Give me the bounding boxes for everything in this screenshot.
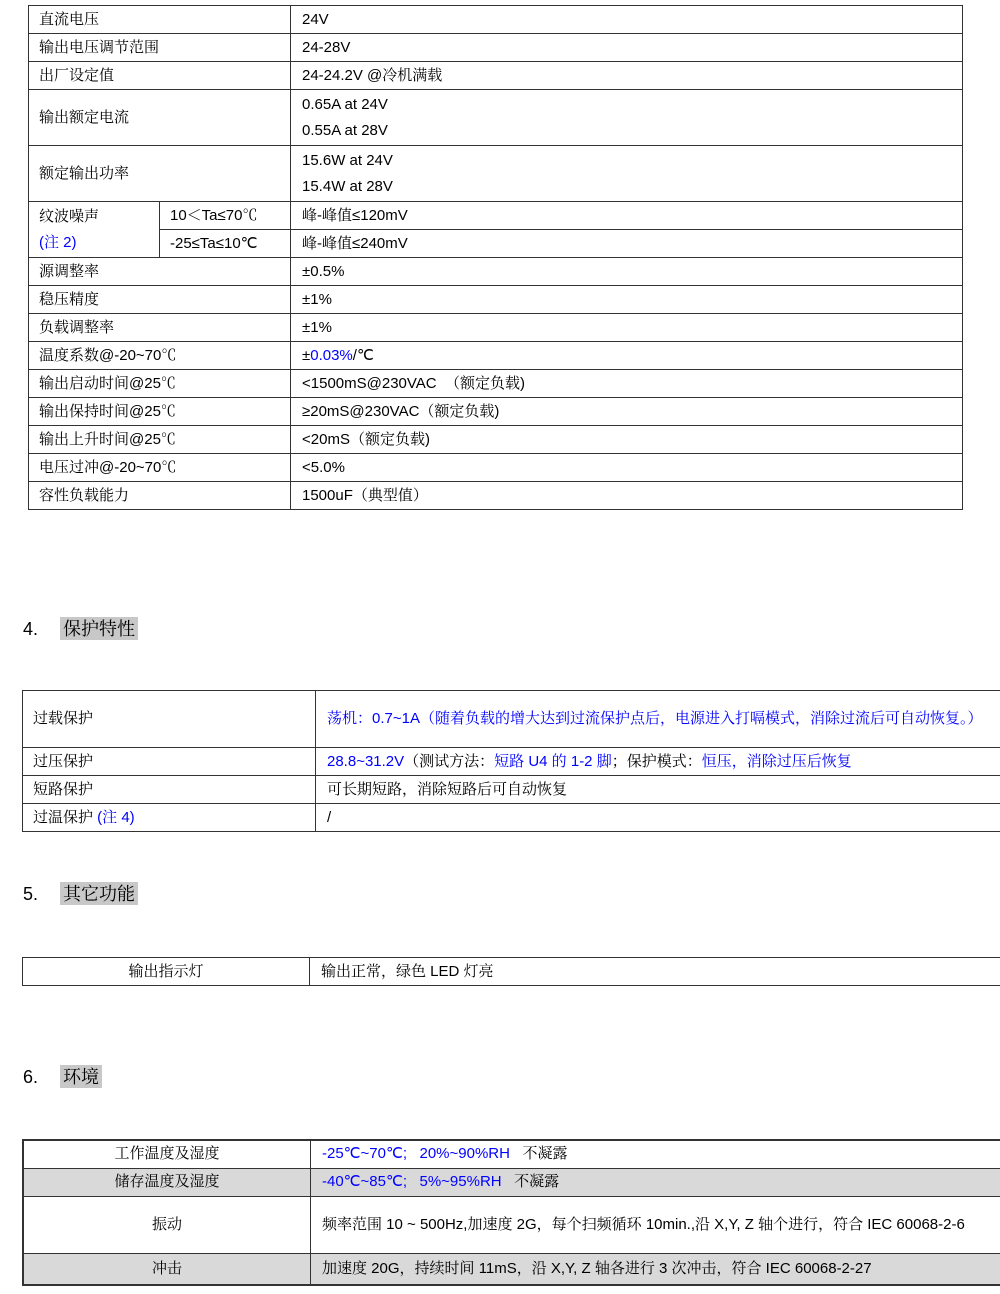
table-row bbox=[23, 804, 1000, 832]
section-number: 4. bbox=[23, 619, 39, 639]
label-note: (注 4) bbox=[97, 808, 135, 826]
table-row bbox=[29, 482, 963, 510]
spec-value: ≥20mS@230VAC（额定负载) bbox=[291, 398, 963, 426]
spec-label: 输出电压调节范围 bbox=[29, 34, 291, 62]
value-segment: 荡机：0.7~1A（随着负载的增大达到过流保护点后，电源进入打嗝模式，消除过流后可自动恢复。） bbox=[327, 710, 983, 727]
protection-value: 可长期短路，消除短路后可自动恢复 bbox=[316, 776, 1000, 804]
table-row bbox=[29, 230, 963, 258]
env-label: 冲击 bbox=[23, 1253, 311, 1285]
env-value bbox=[311, 1168, 1000, 1196]
table-row bbox=[29, 314, 963, 342]
spec-value: 24-28V bbox=[291, 34, 963, 62]
protection-label: 过载保护 bbox=[23, 691, 316, 748]
table-row bbox=[29, 342, 963, 370]
spec-value bbox=[291, 146, 963, 202]
spec-table bbox=[28, 5, 963, 510]
spec-label: 输出额定电流 bbox=[29, 90, 291, 146]
spec-value bbox=[291, 342, 963, 370]
spec-label: 稳压精度 bbox=[29, 286, 291, 314]
table-row bbox=[29, 202, 963, 230]
spec-value: 1500uF（典型值） bbox=[291, 482, 963, 510]
env-label: 振动 bbox=[23, 1196, 311, 1253]
section-title: 保护特性 bbox=[60, 617, 138, 640]
table-row bbox=[23, 1253, 1000, 1285]
label-segment: 过温保护 bbox=[33, 808, 98, 826]
spec-value: 峰-峰值≤240mV bbox=[291, 230, 963, 258]
table-row bbox=[23, 776, 1000, 804]
table-row bbox=[29, 426, 963, 454]
value-segment: （测试方法： bbox=[404, 752, 495, 770]
value-line: 0.55A at 28V bbox=[302, 121, 388, 139]
spec-label: 输出上升时间@25℃ bbox=[29, 426, 291, 454]
section-title: 其它功能 bbox=[60, 882, 138, 905]
section-number: 5. bbox=[23, 884, 39, 904]
value-segment: -25℃~70℃; 20%~90%RH bbox=[322, 1145, 510, 1163]
ripple-note: (注 2) bbox=[39, 233, 77, 251]
table-row bbox=[29, 454, 963, 482]
protection-value: / bbox=[316, 804, 1000, 832]
table-row bbox=[23, 691, 1000, 748]
table-row bbox=[29, 370, 963, 398]
spec-value: ±1% bbox=[291, 314, 963, 342]
spec-value: ±1% bbox=[291, 286, 963, 314]
environment-table bbox=[22, 1139, 1000, 1286]
value-segment: 28.8~31.2V bbox=[327, 752, 405, 770]
spec-value: <5.0% bbox=[291, 454, 963, 482]
spec-label bbox=[29, 202, 160, 258]
protection-table bbox=[22, 690, 1000, 832]
value-segment: /℃ bbox=[352, 346, 374, 364]
spec-value: <1500mS@230VAC （额定负载) bbox=[291, 370, 963, 398]
table-row bbox=[29, 398, 963, 426]
spec-label: 输出启动时间@25℃ bbox=[29, 370, 291, 398]
spec-label: 负载调整率 bbox=[29, 314, 291, 342]
spec-label: 容性负载能力 bbox=[29, 482, 291, 510]
value-segment: 0.03% bbox=[310, 346, 353, 364]
value-segment: 短路 U4 的 1-2 脚 bbox=[494, 752, 612, 770]
spec-label: 输出保持时间@25℃ bbox=[29, 398, 291, 426]
section-heading-environment bbox=[23, 1063, 102, 1089]
table-row bbox=[29, 258, 963, 286]
env-value: 加速度 20G，持续时间 11mS，沿 X,Y, Z 轴各进行 3 次冲击，符合 IEC 60068-2-27 bbox=[311, 1253, 1000, 1285]
env-label: 工作温度及湿度 bbox=[23, 1140, 311, 1168]
spec-label: 出厂设定值 bbox=[29, 62, 291, 90]
env-label: 储存温度及湿度 bbox=[23, 1168, 311, 1196]
spec-label: 直流电压 bbox=[29, 6, 291, 34]
table-row bbox=[29, 6, 963, 34]
protection-value bbox=[316, 691, 1000, 748]
section-number: 6. bbox=[23, 1067, 39, 1087]
other-value: 输出正常，绿色 LED 灯亮 bbox=[310, 958, 1000, 986]
env-value bbox=[311, 1140, 1000, 1168]
value-line: 15.4W at 28V bbox=[302, 177, 393, 195]
ripple-condition: -25≤Ta≤10℃ bbox=[160, 230, 291, 258]
table-row bbox=[29, 146, 963, 202]
table-row bbox=[29, 90, 963, 146]
table-row bbox=[23, 1168, 1000, 1196]
spec-value: 24-24.2V @冷机满载 bbox=[291, 62, 963, 90]
spec-label: 源调整率 bbox=[29, 258, 291, 286]
ripple-condition: 10＜Ta≤70℃ bbox=[160, 202, 291, 230]
value-line: 0.65A at 24V bbox=[302, 95, 388, 113]
other-label: 输出指示灯 bbox=[23, 958, 310, 986]
value-line: 15.6W at 24V bbox=[302, 151, 393, 169]
table-row bbox=[23, 1140, 1000, 1168]
protection-label bbox=[23, 804, 316, 832]
spec-value: <20mS（额定负载) bbox=[291, 426, 963, 454]
table-row bbox=[23, 1196, 1000, 1253]
table-row bbox=[23, 748, 1000, 776]
spec-value: 峰-峰值≤120mV bbox=[291, 202, 963, 230]
value-segment: -40℃~85℃; 5%~95%RH bbox=[322, 1173, 502, 1190]
spec-value bbox=[291, 90, 963, 146]
spec-value: ±0.5% bbox=[291, 258, 963, 286]
value-segment: ；保护模式： bbox=[611, 752, 702, 770]
table-row bbox=[29, 34, 963, 62]
env-value: 频率范围 10 ~ 500Hz,加速度 2G，每个扫频循环 10min.,沿 X,Y, Z 轴个进行，符合 IEC 60068-2-6 bbox=[311, 1196, 1000, 1253]
section-heading-protection bbox=[23, 615, 138, 641]
value-segment: 不凝露 bbox=[501, 1173, 560, 1190]
value-segment: ± bbox=[302, 346, 311, 364]
spec-label: 额定输出功率 bbox=[29, 146, 291, 202]
protection-label: 短路保护 bbox=[23, 776, 316, 804]
table-row bbox=[29, 62, 963, 90]
section-heading-other bbox=[23, 880, 138, 906]
spec-value: 24V bbox=[291, 6, 963, 34]
other-functions-table bbox=[22, 957, 1000, 986]
table-row bbox=[23, 958, 1000, 986]
spec-label: 温度系数@-20~70℃ bbox=[29, 342, 291, 370]
protection-label: 过压保护 bbox=[23, 748, 316, 776]
ripple-label: 纹波噪声 bbox=[39, 207, 100, 225]
value-segment: 不凝露 bbox=[509, 1145, 568, 1163]
table-row bbox=[29, 286, 963, 314]
spec-label: 电压过冲@-20~70℃ bbox=[29, 454, 291, 482]
protection-value bbox=[316, 748, 1000, 776]
value-segment: 恒压，消除过压后恢复 bbox=[701, 752, 852, 770]
section-title: 环境 bbox=[60, 1065, 102, 1088]
